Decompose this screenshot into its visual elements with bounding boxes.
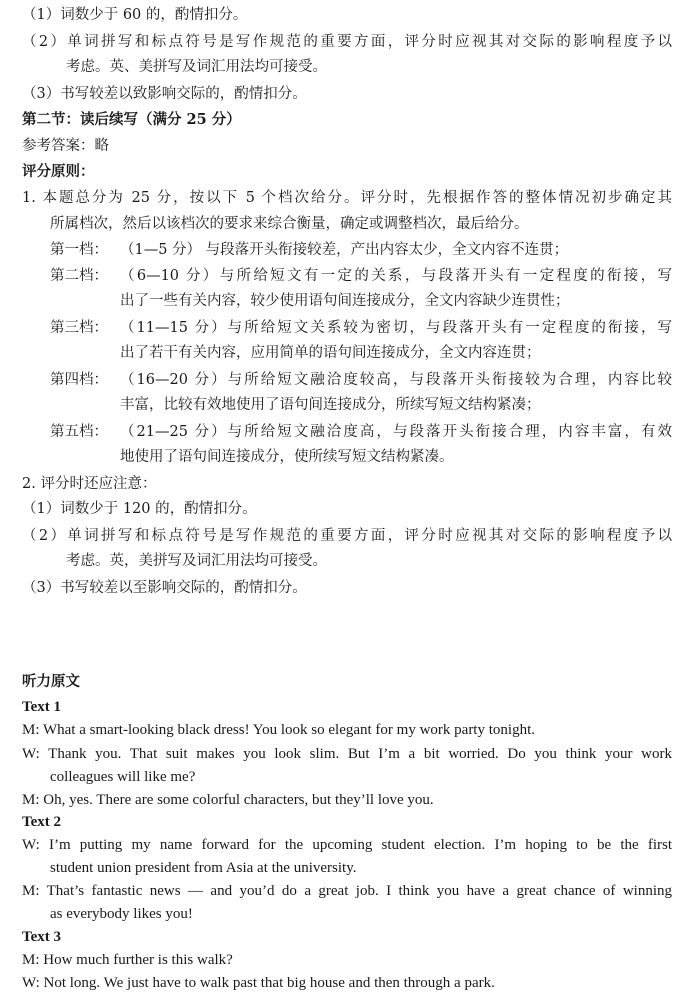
note-2: （2）单词拼写和标点符号是写作规范的重要方面，评分时应视其对交际的影响程度予以	[22, 528, 672, 544]
text-2-line: as everybody likes you!	[50, 906, 193, 922]
text-2-line: W: I’m putting my name forward for the upcoming student election. I’m hoping to be the first	[22, 837, 672, 853]
grade-3-text: （11—15 分）与所给短文关系较为密切，与段落开头有一定程度的衔接，写	[120, 320, 672, 336]
text-3-line: W: Not long. We just have to walk past that big house and then through a park.	[22, 975, 495, 991]
text-1-line: M: Oh, yes. There are some colorful characters, but they’ll love you.	[22, 792, 434, 808]
text-1-line: M: What a smart-looking black dress! You look so elegant for my work party tonight.	[22, 722, 535, 738]
principle-1: 1. 本题总分为 25 分，按以下 5 个档次给分。评分时，先根据作答的整体情况初步确定其	[22, 190, 672, 206]
section-title: 第二节：读后续写（满分 25 分）	[22, 111, 241, 128]
note-2-continued: 考虑。英，美拼写及词汇用法均可接受。	[66, 553, 327, 569]
text-2-line: M: That’s fantastic news — and you’d do a great job. I think you have a great chance of winning	[22, 883, 672, 899]
note-1: （1）词数少于 120 的，酌情扣分。	[22, 501, 257, 517]
grade-3-text-continued: 出了若干有关内容，应用简单的语句间连接成分，全文内容连贯；	[120, 345, 541, 361]
note-3: （3）书写较差以至影响交际的，酌情扣分。	[22, 580, 307, 596]
text-1-line: colleagues will like me?	[50, 769, 196, 785]
grade-5-label: 第五档：	[50, 424, 108, 440]
text-3-line: M: How much further is this walk?	[22, 952, 233, 968]
text-2-line: student union president from Asia at the university.	[50, 860, 357, 876]
text-2-heading: Text 2	[22, 814, 62, 830]
grade-4-text-continued: 丰富，比较有效地使用了语句间连接成分，所续写短文结构紧凑；	[120, 397, 541, 413]
grade-3-label: 第三档：	[50, 320, 108, 336]
grade-2-text: （6—10 分）与所给短文有一定的关系，与段落开头有一定程度的衔接，写	[120, 268, 672, 284]
text-1-line: W: Thank you. That suit makes you look slim. But I’m a bit worried. Do you think your work	[22, 746, 672, 762]
grade-5-text: （21—25 分）与所给短文融洽度高，与段落开头衔接合理，内容丰富，有效	[120, 424, 672, 440]
grade-5-text-continued: 地使用了语句间连接成分，使所续写短文结构紧凑。	[120, 449, 454, 465]
rule-3: （3）书写较差以致影响交际的，酌情扣分。	[22, 86, 307, 102]
listening-title: 听力原文	[22, 673, 80, 690]
rule-2-continued: 考虑。英、美拼写及词汇用法均可接受。	[66, 59, 327, 75]
principle-2: 2. 评分时还应注意：	[22, 476, 157, 492]
grade-1-text: （1—5 分） 与段落开头衔接较差，产出内容太少，全文内容不连贯；	[120, 242, 569, 258]
grade-2-label: 第二档：	[50, 268, 108, 284]
reference-answer: 参考答案：略	[22, 138, 109, 154]
grade-4-label: 第四档：	[50, 372, 108, 388]
text-3-heading: Text 3	[22, 929, 62, 945]
principles-heading: 评分原则：	[22, 163, 95, 180]
grade-4-text: （16—20 分）与所给短文融洽度较高，与段落开头衔接较为合理，内容比较	[120, 372, 672, 388]
rule-1: （1）词数少于 60 的，酌情扣分。	[22, 7, 248, 23]
text-1-heading: Text 1	[22, 699, 62, 715]
grade-1-label: 第一档：	[50, 242, 108, 258]
rule-2: （2）单词拼写和标点符号是写作规范的重要方面，评分时应视其对交际的影响程度予以	[22, 34, 672, 50]
principle-1-continued: 所属档次，然后以该档次的要求来综合衡量，确定或调整档次，最后给分。	[50, 216, 529, 232]
grade-2-text-continued: 出了一些有关内容，较少使用语句间连接成分，全文内容缺少连贯性；	[120, 293, 570, 309]
